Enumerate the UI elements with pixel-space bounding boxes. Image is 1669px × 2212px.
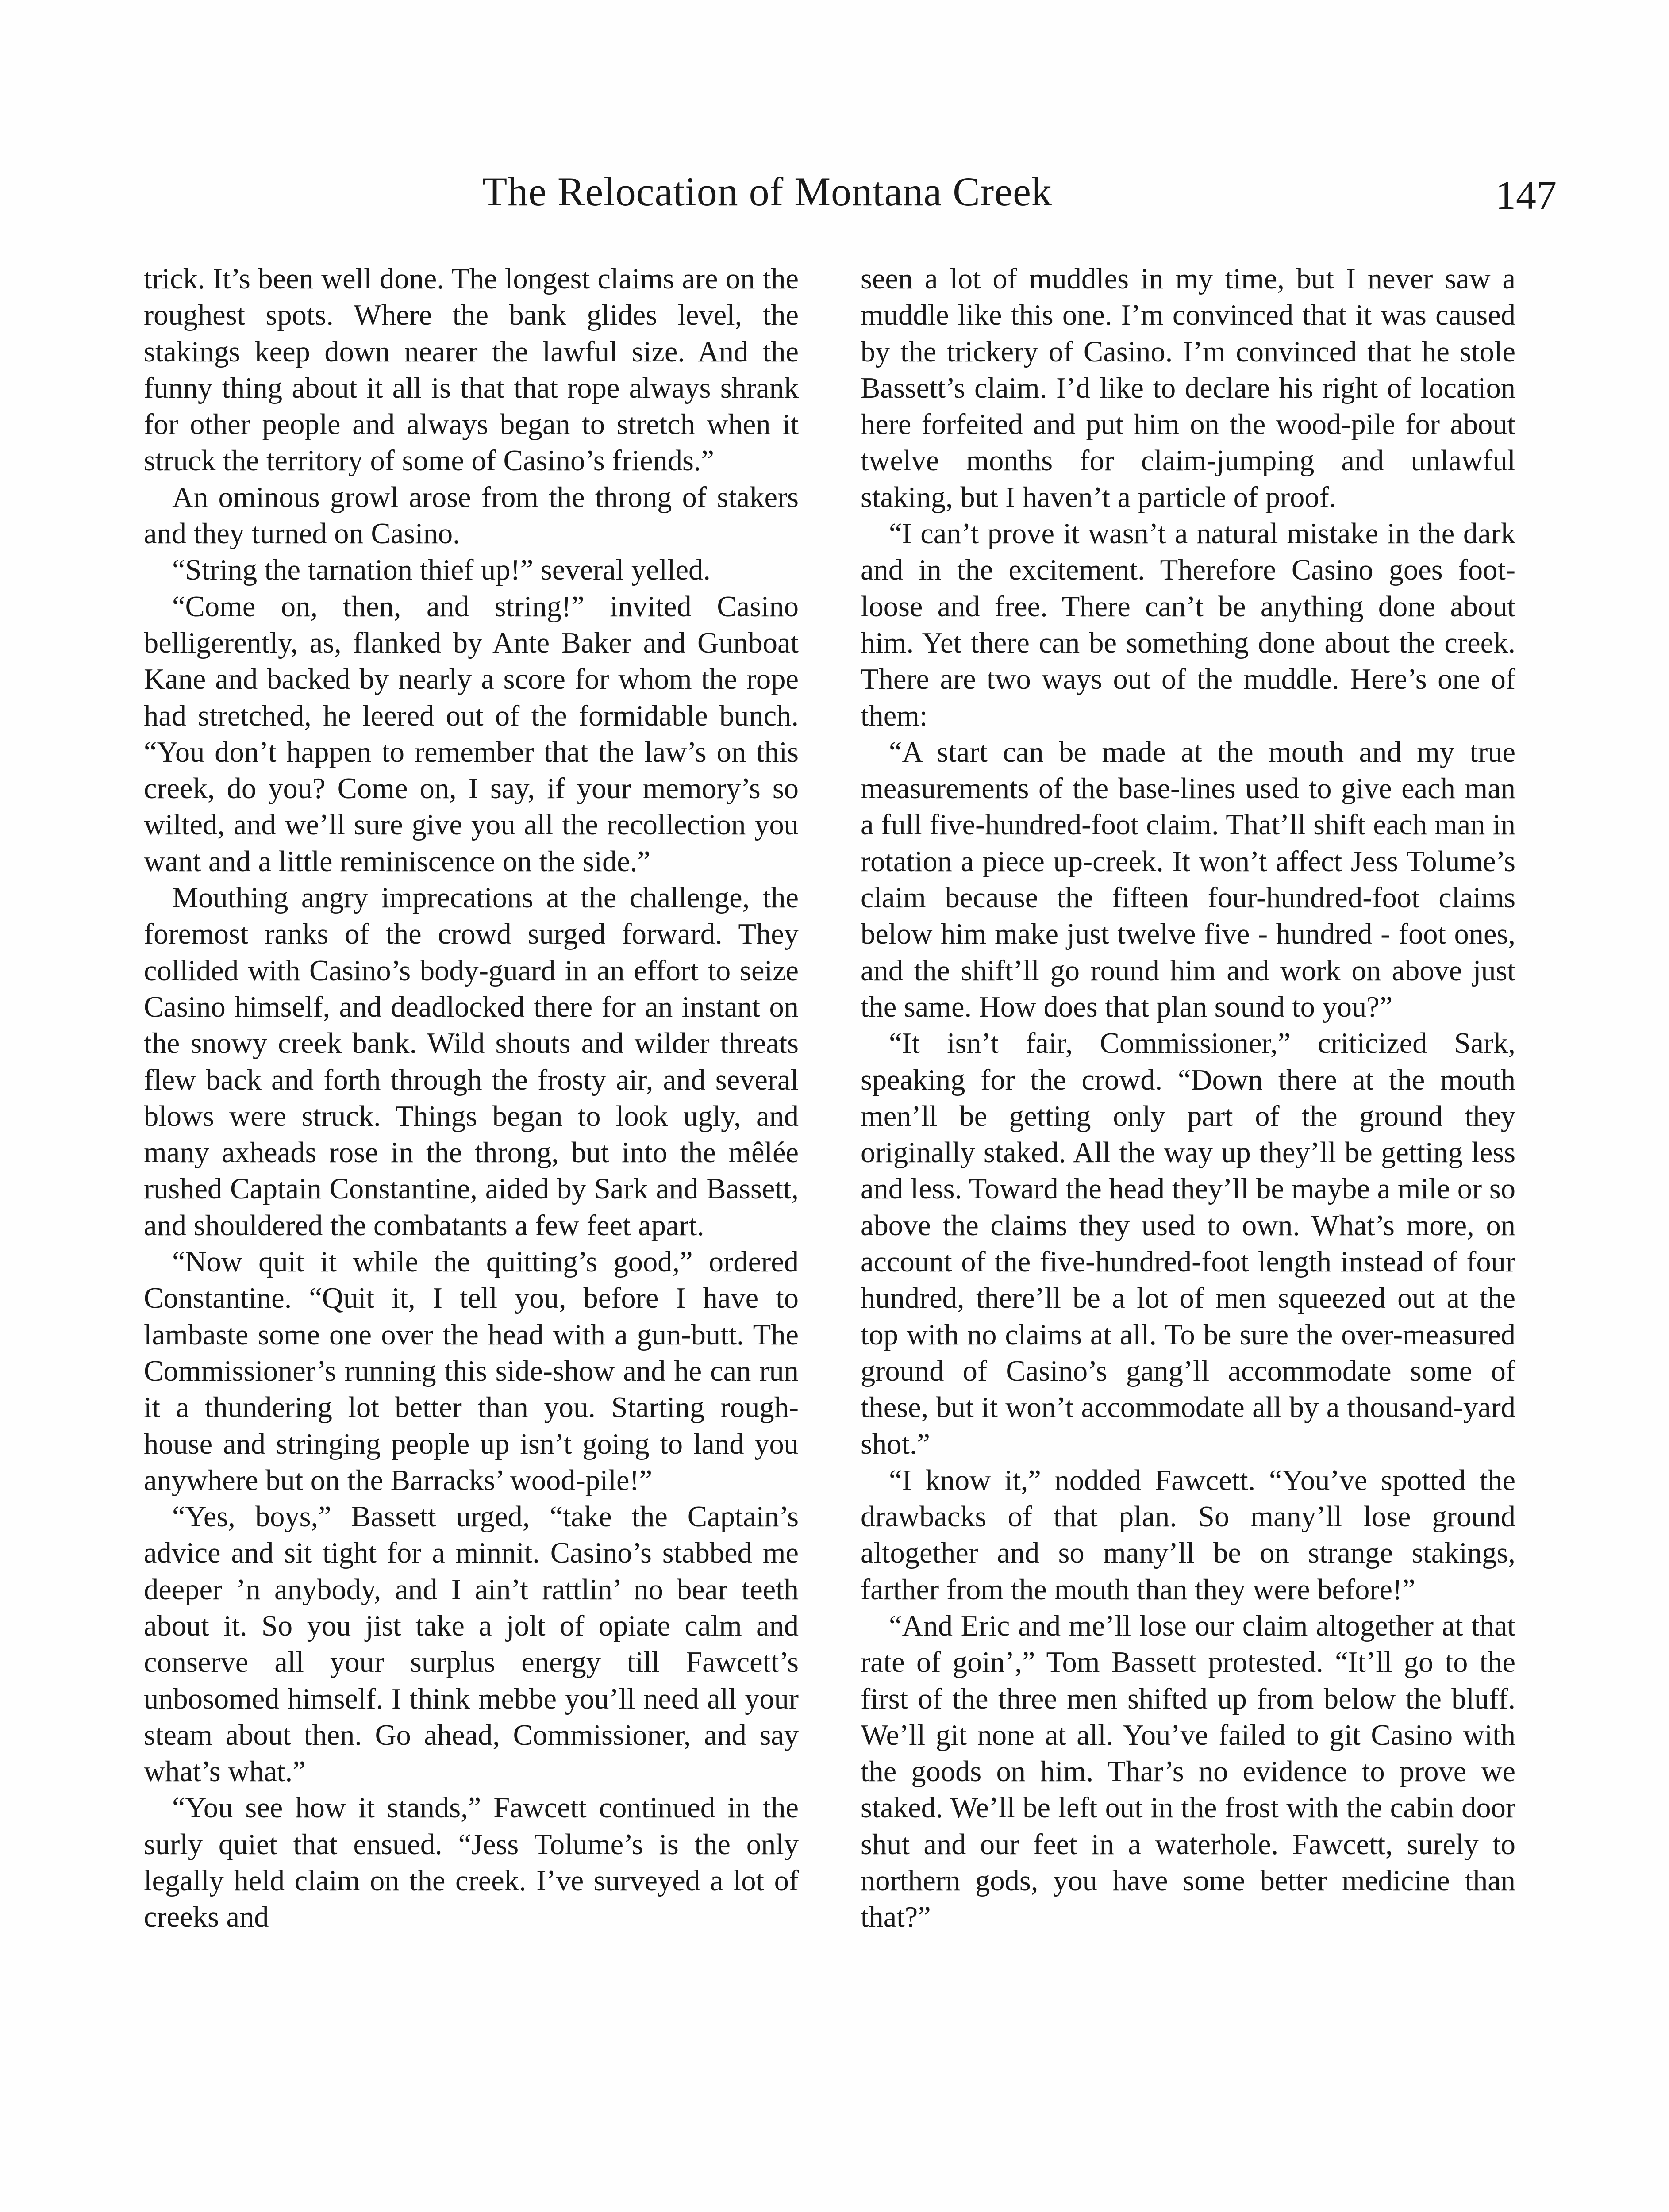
paragraph: An ominous growl arose from the throng of stakers and they turned on Casino. <box>144 481 799 550</box>
paragraph: seen a lot of muddles in my time, but I never saw a muddle like this one. I’m convinced that it was caused by the trickery of Casino. I’m convinced that he stole Bassett’s claim. I’d like to declare his right of location here forfeited and put him on the wood-pile for about twelve months for claim-jumping and unlawful staking, but I haven’t a particle of proof. <box>861 263 1515 514</box>
page-number: 147 <box>1496 173 1557 218</box>
right-column <box>861 261 1515 1936</box>
paragraph: “Now quit it while the quitting’s good,” ordered Constantine. “Quit it, I tell you, before I have to lambaste some one over the head with a gun-butt. The Commissioner’s running this side-show and he can run it a thundering lot better than you. Starting rough-house and stringing people up isn’t going to land you anywhere but on the Barracks’ wood-pile!” <box>144 1246 799 1497</box>
paragraph: “And Eric and me’ll lose our claim altogether at that rate of goin’,” Tom Bassett protested. “It’ll go to the first of the three men shifted up from below the bluff. We’ll git none at all. You’ve failed to git Casino with the goods on him. Thar’s no evidence to prove we staked. We’ll be left out in the frost with the cabin door shut and our feet in a waterhole. Fawcett, surely to northern gods, you have some better medicine than that?” <box>861 1609 1515 1934</box>
paragraph: “String the tarnation thief up!” several yelled. <box>172 554 711 587</box>
paragraph: “You see how it stands,” Fawcett continued in the surly quiet that ensued. “Jess Tolume’s is the only legally held claim on the creek. I’ve surveyed a lot of creeks and <box>144 1792 799 1934</box>
paragraph: “Yes, boys,” Bassett urged, “take the Captain’s advice and sit tight for a minnit. Casino’s stabbed me deeper ’n anybody, and I ain’t rattlin’ no bear teeth about it. So you jist take a jolt of opiate calm and conserve all your surplus energy till Fawcett’s unbosomed himself. I think mebbe you’ll need all your steam about then. Go ahead, Commissioner, and say what’s what.” <box>144 1501 799 1788</box>
paragraph: “Come on, then, and string!” invited Casino belligerently, as, flanked by Ante Baker and Gunboat Kane and backed by nearly a score for whom the rope had stretched, he leered out of the formidable bunch. “You don’t happen to remember that the law’s on this creek, do you? Come on, I say, if your memory’s so wilted, and we’ll sure give you all the recollection you want and a little reminiscence on the side.” <box>144 590 799 878</box>
paragraph: “A start can be made at the mouth and my true measurements of the base-lines used to give each man a full five-hundred-foot claim. That’ll shift each man in rotation a piece up-creek. It won’t affect Jess Tolume’s claim because the fifteen four-hundred-foot claims below him make just twelve five - hundred - foot ones, and the shift’ll go round him and work on above just the same. How does that plan sound to you?” <box>861 736 1515 1023</box>
left-column <box>144 261 799 1936</box>
paragraph: “It isn’t fair, Commissioner,” criticized Sark, speaking for the crowd. “Down there at the mouth men’ll be getting only part of the ground they originally staked. All the way up they’ll be getting less and less. Toward the head they’ll be maybe a mile or so above the claims they used to own. What’s more, on account of the five-hundred-foot length instead of four hundred, there’ll be a lot of men squeezed out at the top with no claims at all. To be sure the over-measured ground of Casino’s gang’ll accommodate some of these, but it won’t accommodate all by a thousand-yard shot.” <box>861 1027 1515 1460</box>
page-header <box>0 168 1669 226</box>
paragraph: “I can’t prove it wasn’t a natural mistake in the dark and in the excitement. Therefore Casino goes foot-loose and free. There can’t be anything done about him. Yet there can be something done about the creek. There are two ways out of the muddle. Here’s one of them: <box>861 518 1515 732</box>
running-title: The Relocation of Montana Creek <box>482 169 1052 214</box>
paragraph: Mouthing angry imprecations at the challenge, the foremost ranks of the crowd surged forward. They collided with Casino’s body-guard in an effort to seize Casino himself, and deadlocked there for an instant on the snowy creek bank. Wild shouts and wilder threats flew back and forth through the frosty air, and several blows were struck. Things began to look ugly, and many axheads rose in the throng, but into the mêlée rushed Captain Constantine, aided by Sark and Bassett, and shouldered the combatants a few feet apart. <box>144 882 799 1242</box>
paragraph: “I know it,” nodded Fawcett. “You’ve spotted the drawbacks of that plan. So many’ll lose ground altogether and so many’ll be on strange stakings, farther from the mouth than they were before!” <box>861 1464 1515 1606</box>
paragraph: trick. It’s been well done. The longest claims are on the roughest spots. Where the bank glides level, the stakings keep down nearer the lawful size. And the funny thing about it all is that that rope always shrank for other people and always began to stretch when it struck the territory of some of Casino’s friends.” <box>144 263 799 477</box>
